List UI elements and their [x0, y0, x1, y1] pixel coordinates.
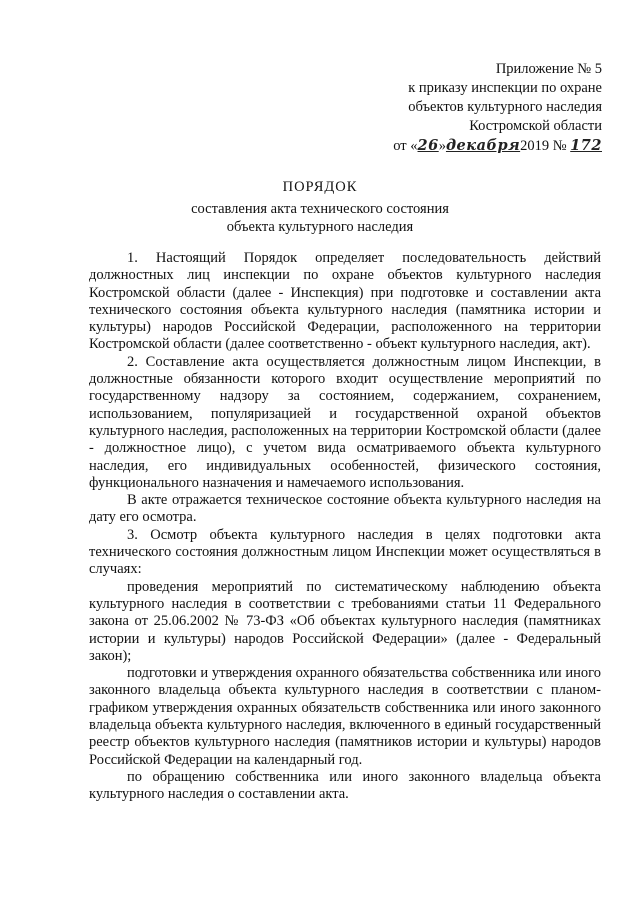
date-mid: » — [438, 138, 446, 154]
paragraph-2: 2. Составление акта осуществляется должностным лицом Инспекции, в должностные обязанности которого входит осуществление мероприятий по государственному надзору за состоянием, содержанием, сохранением, использованием, популяризацией и государственной охраной объектов культурного наследия, расположенных на территории Костромской области (далее - должностное лицо), с учетом вида осматриваемого объекта культурного наследия, его индивидуальных особенностей, физического состояния, функционального назначения и намечаемого использования. — [89, 353, 601, 491]
date-prefix: от « — [393, 138, 418, 154]
document-body — [89, 250, 601, 804]
document-title: ПОРЯДОК — [282, 179, 358, 195]
appendix-date-line — [393, 136, 602, 156]
paragraph-3: 3. Осмотр объекта культурного наследия в целях подготовки акта технического состояния должностным лицом Инспекции может осуществляться в случаях: — [89, 526, 601, 578]
appendix-order-ref: к приказу инспекции по охране — [408, 80, 602, 96]
paragraph-3-case-3: по обращению собственника или иного законного владельца объекта культурного наследия о составлении акта. — [89, 768, 601, 803]
paragraph-2-note: В акте отражается техническое состояние объекта культурного наследия на дату его осмотра. — [89, 492, 601, 526]
appendix-region: Костромской области — [469, 118, 602, 134]
document-subtitle-2: объекта культурного наследия — [226, 219, 414, 235]
paragraph-3-case-2: подготовки и утверждения охранного обязательства собственника или иного законного владельца объекта культурного наследия в соответствии с планом-графиком утверждения охранных обязательств собственника или иного законного владельца объекта культурного наследия, включенного в единый государственный реестр объектов культурного наследия (памятников истории и культуры) народов Российской Федерации на календарный год. — [89, 665, 601, 768]
doc-number-handwritten: 172 — [570, 137, 602, 154]
date-day-handwritten: 26 — [417, 137, 439, 154]
paragraph-3-case-1: проведения мероприятий по систематическому наблюдению объекта культурного наследия в соответствии с требованиями статьи 11 Федерального закона от 25.06.2002 № 73-ФЗ «Об объектах культурного наследия (памятниках истории и культуры) народов Российской Федерации» (далее - Федеральный закон); — [89, 578, 601, 664]
paragraph-1: 1. Настоящий Порядок определяет последовательность действий должностных лиц инспекции по охране объектов культурного наследия Костромской области (далее - Инспекция) при подготовке и составлении акта технического состояния объекта культурного наследия (памятника истории и культуры) народов Российской Федерации, расположенного на территории Костромской области (далее соответственно - объект культурного наследия, акт). — [89, 250, 601, 353]
document-title-block — [0, 178, 640, 236]
date-month-handwritten: декабря — [445, 137, 521, 154]
appendix-header — [393, 60, 602, 156]
appendix-number: Приложение № 5 — [495, 61, 602, 77]
appendix-order-ref-2: объектов культурного наследия — [408, 99, 602, 115]
date-year: 2019 № — [520, 138, 571, 154]
document-subtitle-1: составления акта технического состояния — [191, 201, 449, 217]
